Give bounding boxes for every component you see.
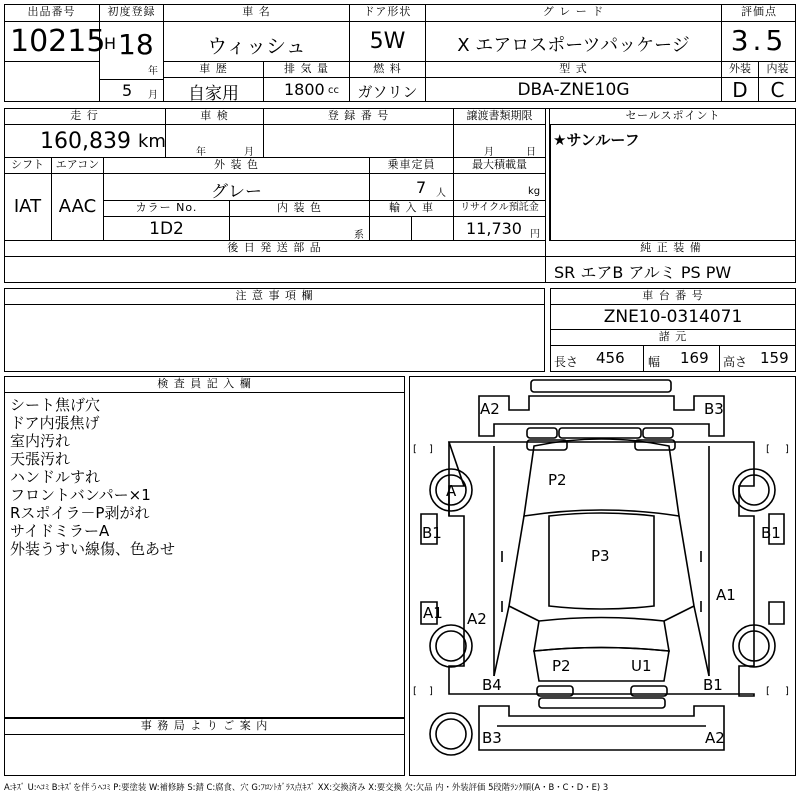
import-cell-b xyxy=(412,217,454,241)
inspection-cell: 年 月 xyxy=(166,125,264,158)
remark-line: 室内汚れ xyxy=(10,432,71,450)
remark-line: 天張汚れ xyxy=(10,450,71,468)
car-name-cell xyxy=(164,22,350,62)
lot-no: 10215 xyxy=(10,24,106,59)
length: 456 xyxy=(596,349,625,367)
mark-bottom-left: B3 xyxy=(482,729,502,747)
mark-rear-right: B1 xyxy=(703,676,723,694)
first-reg-header: 初度登録 xyxy=(100,4,164,22)
mark-left-front-door: B1 xyxy=(422,524,442,542)
era: H xyxy=(104,34,117,53)
width-cell: 幅 169 xyxy=(644,346,720,372)
door-cell xyxy=(350,22,426,62)
remark-line: ドア内張焦げ xyxy=(10,414,100,432)
grade-header: グ レ ー ド xyxy=(426,4,722,22)
history-header: 車 歴 xyxy=(164,62,264,78)
mark-roof: P3 xyxy=(591,547,610,565)
svg-text:[: [ xyxy=(413,444,417,455)
history: 自家用 xyxy=(188,84,239,104)
ac-header: エアコン xyxy=(52,158,104,174)
model-header: 型 式 xyxy=(426,62,722,78)
history-cell xyxy=(164,78,264,102)
sales-header: セールスポイント xyxy=(550,108,796,125)
car-name: ウィッシュ xyxy=(207,34,306,58)
height: 159 xyxy=(760,349,789,367)
mark-right-rear: A1 xyxy=(716,586,736,604)
equipment-cell xyxy=(546,257,796,283)
model: DBA-ZNE10G xyxy=(517,80,630,100)
svg-text:[: [ xyxy=(413,686,417,697)
mileage-cell: 160,839 km xyxy=(4,125,166,158)
height-cell: 高さ 159 xyxy=(723,349,789,369)
equipment: SR エアB アルミ PS PW xyxy=(554,263,732,282)
length-cell: 長さ 456 xyxy=(550,346,644,372)
inspector-remarks xyxy=(10,396,400,558)
remark-line: ハンドルすれ xyxy=(10,468,101,486)
mark-left-rear: A1 xyxy=(423,604,443,622)
lot-no-header: 出品番号 xyxy=(4,4,100,22)
svg-text:]: ] xyxy=(429,686,433,697)
legend-text: A:ｷｽﾞ U:ﾍｺﾐ B:ｷｽﾞを伴うﾍｺﾐ P:要塗装 W:補修跡 S:錆 C:腐食、穴 G:ﾌﾛﾝﾄｶﾞﾗｽ点ｷｽﾞ XX:交換済み X:要交換 欠:欠品 内・外装評価 5段階ﾗﾝｸ順(A・B・C・D・E) 3 xyxy=(4,782,609,792)
chassis-header: 車 台 番 号 xyxy=(550,288,796,305)
color-no: 1D2 xyxy=(149,219,184,239)
equipment-header: 純 正 装 備 xyxy=(546,241,796,257)
ext-color-cell xyxy=(104,174,370,201)
grade: X エアロスポーツパッケージ xyxy=(457,35,690,56)
spec-header: 諸 元 xyxy=(550,330,796,346)
svg-text:[: [ xyxy=(766,686,770,697)
transfer-header: 譲渡書類期限 xyxy=(454,108,546,125)
shift-cell xyxy=(4,174,52,241)
mileage: 160,839 xyxy=(40,129,131,154)
transfer-cell: 月 日 xyxy=(454,125,546,158)
ext-grade-header: 外装 xyxy=(722,62,759,78)
import-cell-a xyxy=(370,217,412,241)
displacement-header: 排 気 量 xyxy=(264,62,350,78)
fuel: ガソリン xyxy=(357,83,418,101)
mark-wheel-fl: A xyxy=(446,482,457,500)
ext-grade: D xyxy=(732,78,748,102)
recycle-header: リサイクル預託金 xyxy=(454,201,546,217)
chassis-cell xyxy=(550,305,796,330)
remark-line: Rスポイラ－P剥がれ xyxy=(10,504,150,522)
svg-text:[: [ xyxy=(766,444,770,455)
inspection-header: 車 検 xyxy=(166,108,264,125)
car-name-header: 車 名 xyxy=(164,4,350,22)
int-grade-cell xyxy=(759,78,796,102)
chassis-no: ZNE10-0314071 xyxy=(603,307,743,327)
first-reg-month-cell: 5 月 xyxy=(100,80,164,102)
lot-no-blank xyxy=(4,62,100,102)
int-color-header: 内 装 色 xyxy=(230,201,370,217)
reg-no-cell xyxy=(264,125,454,158)
mileage-header: 走 行 xyxy=(4,108,166,125)
width: 169 xyxy=(680,349,709,367)
mark-rear-glass-right: U1 xyxy=(631,657,652,675)
first-reg-month: 5 xyxy=(122,81,133,100)
fuel-cell xyxy=(350,78,426,102)
shift-header: シフト xyxy=(4,158,52,174)
ext-color-header: 外 装 色 xyxy=(104,158,370,174)
score-header: 評価点 xyxy=(722,4,796,22)
capacity-header: 乗車定員 xyxy=(370,158,454,174)
ac-cell xyxy=(52,174,104,241)
door-type: 5W xyxy=(369,29,406,54)
load-header: 最大積載量 xyxy=(454,158,546,174)
displacement-cell: 1800 cc xyxy=(264,78,350,102)
first-reg-year: 18 xyxy=(118,28,154,61)
car-diagram xyxy=(409,376,796,776)
mark-bonnet: P2 xyxy=(548,471,567,489)
recycle-cell: 11,730 円 xyxy=(454,217,546,241)
mark-bottom-right: A2 xyxy=(705,729,725,747)
door-header: ドア形状 xyxy=(350,4,426,22)
ext-grade-cell xyxy=(722,78,759,102)
mark-right-front-door: B1 xyxy=(761,524,781,542)
later-parts-header: 後 日 発 送 部 品 xyxy=(4,241,546,257)
int-grade: C xyxy=(770,78,785,102)
int-color-cell: 系 xyxy=(230,217,370,241)
reg-no-header: 登 録 番 号 xyxy=(264,108,454,125)
import-header: 輸 入 車 xyxy=(370,201,454,217)
mark-front-left: A2 xyxy=(480,400,500,418)
recycle: 11,730 xyxy=(466,219,522,238)
first-reg-cell: H 18 年 xyxy=(100,22,164,80)
remark-line: フロントバンパー×1 xyxy=(10,486,151,504)
score-cell xyxy=(722,22,796,62)
ext-color: グレー xyxy=(211,182,262,202)
displacement: 1800 xyxy=(284,80,325,99)
shift: IAT xyxy=(13,196,42,217)
model-cell xyxy=(426,78,722,102)
capacity: 7 xyxy=(416,178,427,197)
fuel-header: 燃 料 xyxy=(350,62,426,78)
grade-cell xyxy=(426,22,722,62)
later-parts-cell xyxy=(4,257,546,283)
svg-text:]: ] xyxy=(785,444,789,455)
svg-text:]: ] xyxy=(429,444,433,455)
mark-rear-glass-left: P2 xyxy=(552,657,571,675)
color-no-cell xyxy=(104,217,230,241)
mark-front-right: B3 xyxy=(704,400,724,418)
remark-line: サイドミラーA xyxy=(10,522,110,540)
mark-rear-left-inner: A2 xyxy=(467,610,487,628)
sales-left-border xyxy=(546,108,550,241)
sales-cell xyxy=(550,125,796,241)
notes-header: 注 意 事 項 欄 xyxy=(4,288,545,305)
inspector-header: 検 査 員 記 入 欄 xyxy=(4,376,405,393)
remark-line: 外装うすい線傷、色あせ xyxy=(10,540,176,558)
color-no-header: カラー No. xyxy=(104,201,230,217)
office-header: 事 務 局 よ り ご 案 内 xyxy=(4,718,405,735)
remark-line: シート焦げ穴 xyxy=(10,396,101,414)
mark-rear-left: B4 xyxy=(482,676,502,694)
ac: AAC xyxy=(58,196,97,217)
load-cell: kg xyxy=(454,174,546,201)
int-grade-header: 内装 xyxy=(759,62,796,78)
lot-no-cell xyxy=(4,22,106,62)
sales-point: ★サンルーフ xyxy=(553,131,640,149)
capacity-cell: 7 人 xyxy=(370,174,454,201)
svg-text:]: ] xyxy=(785,686,789,697)
score: 3.5 xyxy=(730,24,788,57)
